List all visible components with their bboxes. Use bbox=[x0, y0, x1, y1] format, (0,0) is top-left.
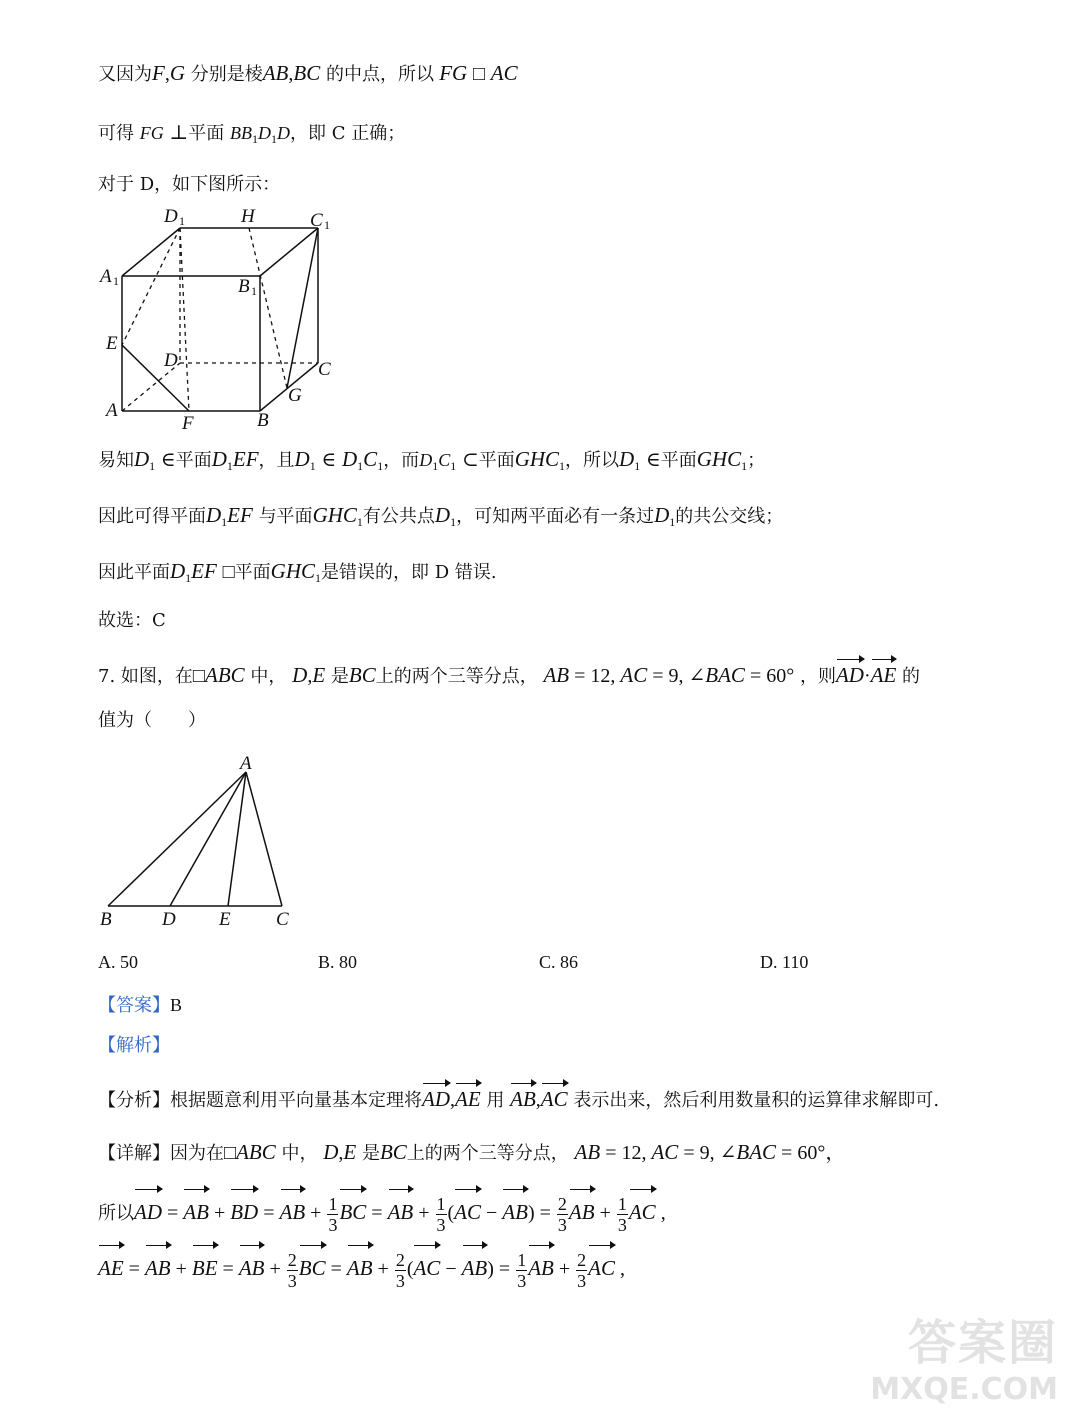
option-a: A. 50 bbox=[98, 952, 138, 972]
option-c: C. 86 bbox=[539, 952, 579, 972]
tri-label-c: C bbox=[276, 909, 289, 930]
text-line-7: 故选：C bbox=[98, 610, 166, 631]
option-b: B. 80 bbox=[318, 952, 358, 972]
cube-label-d: D bbox=[164, 350, 178, 371]
fenxi-line: 【分析】根据题意利用平向量基本定理将AD,AE 用 AB,AC 表示出来，然后利用数量积的运算律求解即可. bbox=[98, 1080, 939, 1116]
cube-label-g: G bbox=[288, 385, 302, 406]
cube-label-a: A bbox=[106, 400, 118, 421]
text-line-5: 因此可得平面$D_1EF$ 与平面$GHC_1$有公共点$D_1$，可知两平面必有一条过$D_1$的共公交线； bbox=[98, 503, 784, 529]
svg-text:1: 1 bbox=[179, 214, 185, 228]
cube-label-b1: B bbox=[238, 276, 250, 297]
cube-label-h: H bbox=[241, 206, 255, 227]
equation-ae: AE = AB + BE = AB + $\frac{2}{3}$ BC = AB + $\frac{2}{3}$ (AC − AB) = $\frac{1}{3}$ AB + $\frac{2}{3}$ AC , bbox=[98, 1242, 625, 1292]
tri-label-a: A bbox=[240, 753, 252, 774]
triangle-figure bbox=[98, 752, 298, 932]
svg-text:1: 1 bbox=[113, 274, 119, 288]
answer-line: 【答案】B bbox=[98, 995, 183, 1016]
tri-label-e: E bbox=[219, 909, 231, 930]
equation-ad: 所以AD = AB + BD = AB + $\frac{1}{3}$ BC = AB + $\frac{1}{3}$ (AC − AB) = $\frac{2}{3}$ AB + $\frac{1}{3}$ AC , bbox=[98, 1186, 666, 1236]
cube-label-b: B bbox=[257, 410, 269, 431]
text-line-3: 对于 D，如下图所示： bbox=[98, 174, 281, 195]
cube-label-d1: D bbox=[164, 206, 178, 227]
cube-label-f: F bbox=[182, 413, 194, 434]
analysis-tag: 【解析】 bbox=[98, 1035, 170, 1056]
tri-label-d: D bbox=[162, 909, 176, 930]
text-line-1: 又因为F,G 分别是棱AB,BC 的中点，所以 FG □ AC bbox=[98, 61, 518, 85]
xiangjie-line: 【详解】因为在□ABC 中， D,E 是BC上的两个三等分点， AB = 12, AC = 9, ∠BAC = 60°， bbox=[98, 1140, 846, 1164]
svg-text:1: 1 bbox=[324, 218, 330, 232]
watermark-url: MXQE.COM bbox=[870, 1372, 1058, 1407]
tri-label-b: B bbox=[100, 909, 112, 930]
cube-label-e: E bbox=[106, 333, 118, 354]
watermark-logo: 答案圈 bbox=[907, 1315, 1058, 1371]
cube-figure bbox=[98, 200, 348, 440]
question-7: 7. 如图，在□ABC 中， D,E 是BC上的两个三等分点， AB = 12, AC = 9, ∠BAC = 60° ，则AD·AE 的 bbox=[98, 656, 920, 692]
cube-label-c1: C bbox=[310, 210, 323, 231]
text-line-2: 可得 FG ⊥平面 $BB_1D_1D$，即 C 正确； bbox=[98, 122, 406, 146]
cube-label-a1: A bbox=[100, 266, 112, 287]
cube-label-c: C bbox=[318, 359, 331, 380]
text-line-4: 易知$D_1$ ∈平面$D_1EF$，且$D_1$ ∈ $D_1C_1$，而$D_1C_1$ ⊂平面$GHC_1$，所以$D_1$ ∈平面$GHC_1$； bbox=[98, 447, 766, 473]
svg-text:1: 1 bbox=[251, 284, 257, 298]
text-line-6: 因此平面$D_1EF$ □平面$GHC_1$是错误的，即 D 错误. bbox=[98, 559, 497, 585]
option-d: D. 110 bbox=[760, 952, 809, 972]
question-7-cont: 值为（ ） bbox=[98, 710, 206, 731]
